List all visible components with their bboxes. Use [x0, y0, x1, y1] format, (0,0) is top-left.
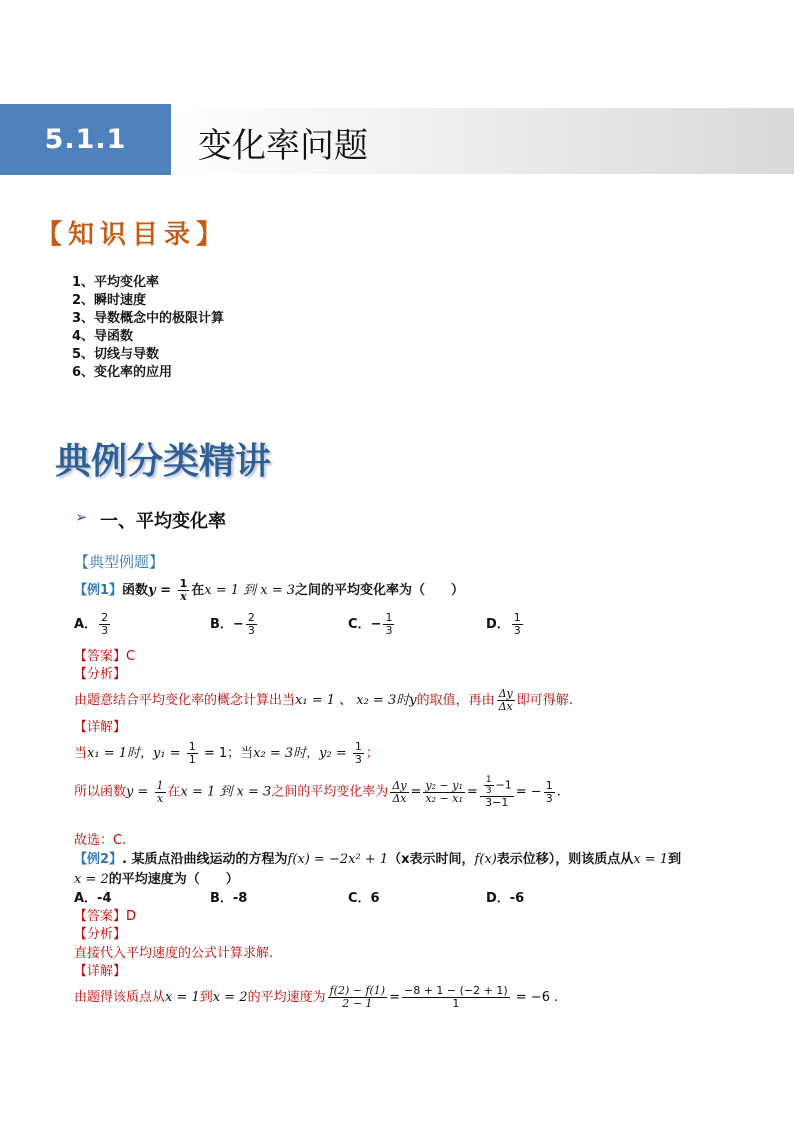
ex1-label: 【例1】	[74, 583, 123, 598]
subsection-title: 一、平均变化率	[100, 511, 226, 532]
arrow-icon: ➢	[75, 508, 88, 526]
ex2-analysis: 直接代入平均速度的公式计算求解.	[74, 946, 274, 961]
ex2-option-b[interactable]: B．-8	[210, 891, 248, 906]
answer-label: 【答案】	[74, 909, 127, 924]
option-frac: $\frac{1}{3}$	[513, 611, 521, 637]
detail-label: 【详解】	[74, 720, 127, 735]
option-letter: A．	[74, 617, 98, 632]
analysis-label: 【分析】	[74, 927, 127, 942]
toc-item: 2、瞬时速度	[72, 293, 147, 308]
ex2-option-a[interactable]: A．-4	[74, 891, 112, 906]
option-letter: C．	[348, 617, 371, 632]
ex1-detail-line1: 当x₁ = 1时，y₁ = $\frac{1}{1}$ = 1；当x₂ = 3时，y₂ = $\frac{1}{3}$ ；	[74, 740, 379, 766]
answer-value: C	[126, 649, 136, 664]
ex1-q-range: x = 1 到 x = 3	[204, 583, 296, 598]
ex1-question	[74, 578, 464, 603]
ex1-option-b[interactable]	[210, 612, 259, 637]
ex1-q-mid: 在	[191, 583, 205, 598]
ex2-question-line2: x = 2的平均速度为（ ）	[74, 872, 239, 887]
ex2-detail: 由题得该质点从x = 1到x = 2的平均速度为 $\frac{f(2) - f(1)}{2 - 1}$ = $\frac{-8 + 1 - (-2 + 1)}{1}$ = −6 .	[74, 984, 559, 1010]
ex1-answer	[74, 645, 135, 664]
ex1-func: y =	[148, 583, 176, 598]
option-sign: −	[370, 617, 382, 632]
option-letter: B．	[210, 617, 233, 632]
ex2-option-d[interactable]: D．-6	[486, 891, 525, 906]
header-number: 5.1.1	[44, 124, 127, 155]
ex2-answer	[74, 905, 136, 924]
option-letter: D．	[486, 617, 510, 632]
ex1-analysis: 由题意结合平均变化率的概念计算出当x₁ = 1 、 x₂ = 3时y的取值，再由 $\frac{\Delta y}{\Delta x}$ 即可得解.	[74, 687, 573, 713]
option-frac: $\frac{2}{3}$	[247, 611, 255, 637]
ex2-question-line1: 【例2】. 某质点沿曲线运动的方程为f(x) = −2x² + 1（x表示时间，f(x)表示位移），则该质点从x = 1到	[74, 852, 682, 867]
ex1-option-a[interactable]	[74, 612, 112, 637]
toc-item: 3、导数概念中的极限计算	[72, 311, 225, 326]
analysis-label: 【分析】	[74, 667, 127, 682]
toc-item: 5、切线与导数	[72, 347, 160, 362]
option-frac: $\frac{2}{3}$	[101, 611, 109, 637]
ex1-option-d[interactable]	[486, 612, 525, 637]
toc-item: 6、变化率的应用	[72, 365, 173, 380]
toc-title: 【知识目录】	[36, 220, 229, 250]
ex1-q-prefix: 函数	[122, 583, 149, 598]
detail-label: 【详解】	[74, 964, 127, 979]
section-title: 典例分类精讲	[55, 440, 272, 482]
answer-value: D	[126, 909, 137, 924]
header-title: 变化率问题	[198, 126, 368, 166]
option-frac: $\frac{1}{3}$	[385, 611, 393, 637]
typical-label: 【典型例题】	[74, 553, 165, 571]
ex1-choose: 故选：C.	[74, 833, 127, 848]
option-sign: −	[232, 617, 244, 632]
ex1-option-c[interactable]	[348, 612, 396, 637]
ex1-detail-line2: 所以函数y = $\frac{1}{x}$ 在x = 1 到 x = 3之间的平均变化率为 $\frac{\Delta y}{\Delta x}$ = $\frac{\text{y₂ − y₁}}{\text{x₂ − x₁}}$ = $\frac{1}{3}$ −1 3−1 = − $\frac{1}{3}$ .	[74, 775, 561, 809]
ex1-q-suffix: 之间的平均变化率为（ ）	[295, 583, 465, 598]
ex2-label: 【例2】	[74, 852, 123, 867]
toc-item: 1、平均变化率	[72, 275, 160, 290]
answer-label: 【答案】	[74, 649, 127, 664]
ex2-option-c[interactable]: C．6	[348, 891, 380, 906]
toc-item: 4、导函数	[72, 329, 134, 344]
ex1-func-frac: $\frac{1}{x}$	[179, 577, 188, 603]
